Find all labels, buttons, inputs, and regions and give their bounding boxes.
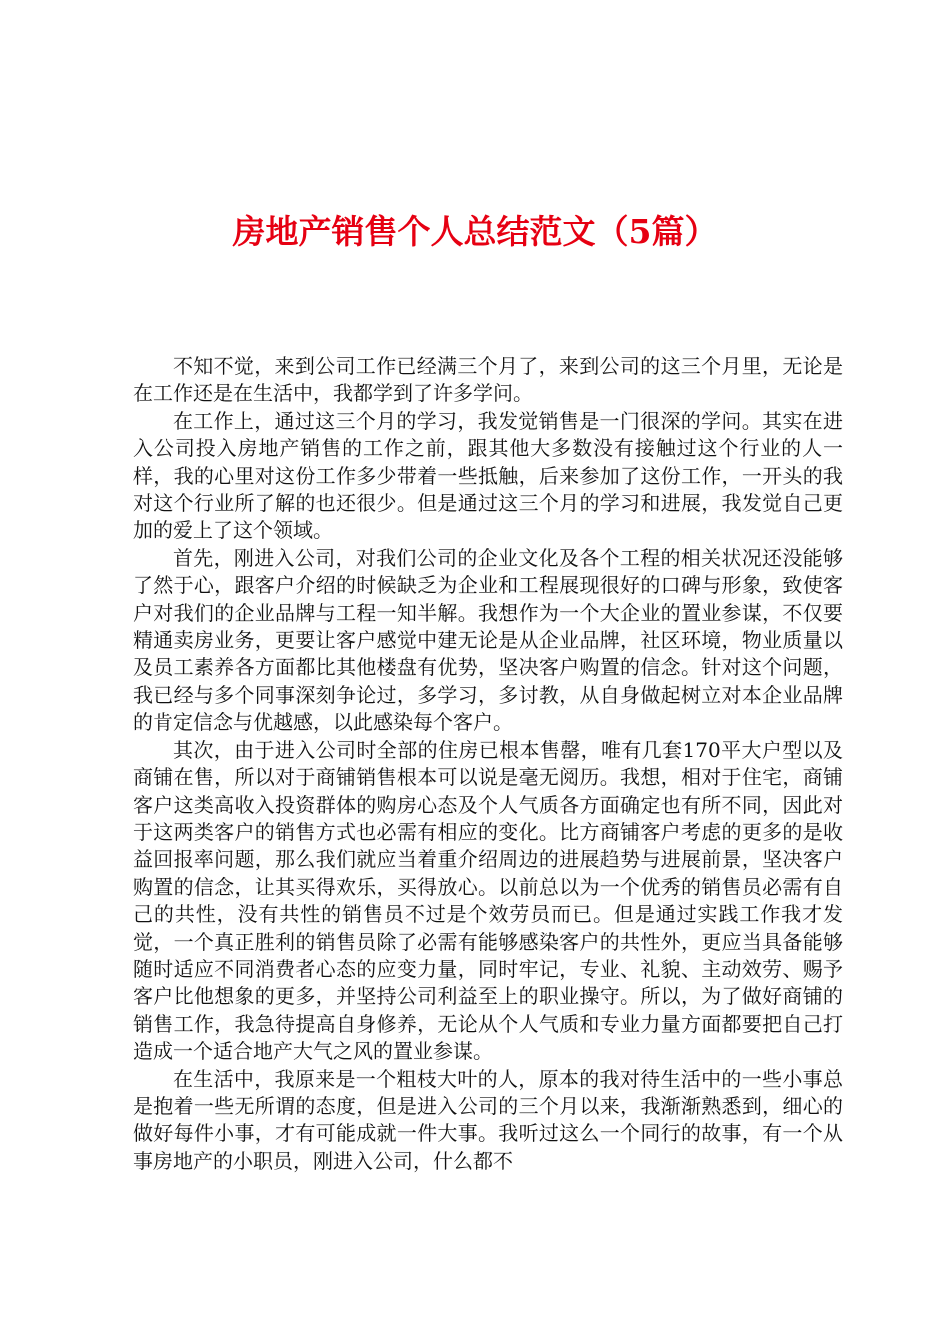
document-title: 房地产销售个人总结范文（5篇）: [232, 212, 718, 251]
paragraph-2: 在工作上，通过这三个月的学习，我发觉销售是一门很深的学问。其实在进入公司投入房地产销售的工作之前，跟其他大多数没有接触过这个行业的人一样，我的心里对这份工作多少带着一些抵触，后来参加了这份工作，一开头的我对这个行业所了解的也还很少。但是通过这三个月的学习和进展，我发觉自己更加的爱上了这个领域。: [133, 408, 843, 543]
paragraph-4: 其次，由于进入公司时全部的住房已根本售罄，唯有几套170平大户型以及商铺在售，所以对于商铺销售根本可以说是毫无阅历。我想，相对于住宅，商铺客户这类高收入投资群体的购房心态及个人气质各方面确定也有所不同，因此对于这两类客户的销售方式也必需有相应的变化。比方商铺客户考虑的更多的是收益回报率问题，那么我们就应当着重介绍周边的进展趋势与进展前景，坚决客户购置的信念，让其买得欢乐，买得放心。以前总以为一个优秀的销售员必需有自己的共性，没有共性的销售员不过是个效劳员而已。但是通过实践工作我才发觉，一个真正胜利的销售员除了必需有能够感染客户的共性外，更应当具备能够随时适应不同消费者心态的应变力量，同时牢记，专业、礼貌、主动效劳、赐予客户比他想象的更多，并坚持公司利益至上的职业操守。所以，为了做好商铺的销售工作，我急待提高自身修养，无论从个人气质和专业力量方面都要把自己打造成一个适合地产大气之风的置业参谋。: [133, 737, 843, 1064]
document-body: [133, 353, 843, 1175]
paragraph-5: 在生活中，我原来是一个粗枝大叶的人，原本的我对待生活中的一些小事总是抱着一些无所谓的态度，但是进入公司的三个月以来，我渐渐熟悉到，细心的做好每件小事，才有可能成就一件大事。我听过这么一个同行的故事，有一个从事房地产的小职员，刚进入公司，什么都不: [133, 1066, 843, 1173]
paragraph-1: 不知不觉，来到公司工作已经满三个月了，来到公司的这三个月里，无论是在工作还是在生活中，我都学到了许多学问。: [133, 354, 843, 406]
paragraph-3: 首先，刚进入公司，对我们公司的企业文化及各个工程的相关状况还没能够了然于心，跟客户介绍的时候缺乏为企业和工程展现很好的口碑与形象，致使客户对我们的企业品牌与工程一知半解。我想作为一个大企业的置业参谋，不仅要精通卖房业务，更要让客户感觉中建无论是从企业品牌，社区环境，物业质量以及员工素养各方面都比其他楼盘有优势，坚决客户购置的信念。针对这个问题，我已经与多个同事深刻争论过，多学习，多讨教，从自身做起树立对本企业品牌的肯定信念与优越感，以此感染每个客户。: [133, 545, 843, 735]
